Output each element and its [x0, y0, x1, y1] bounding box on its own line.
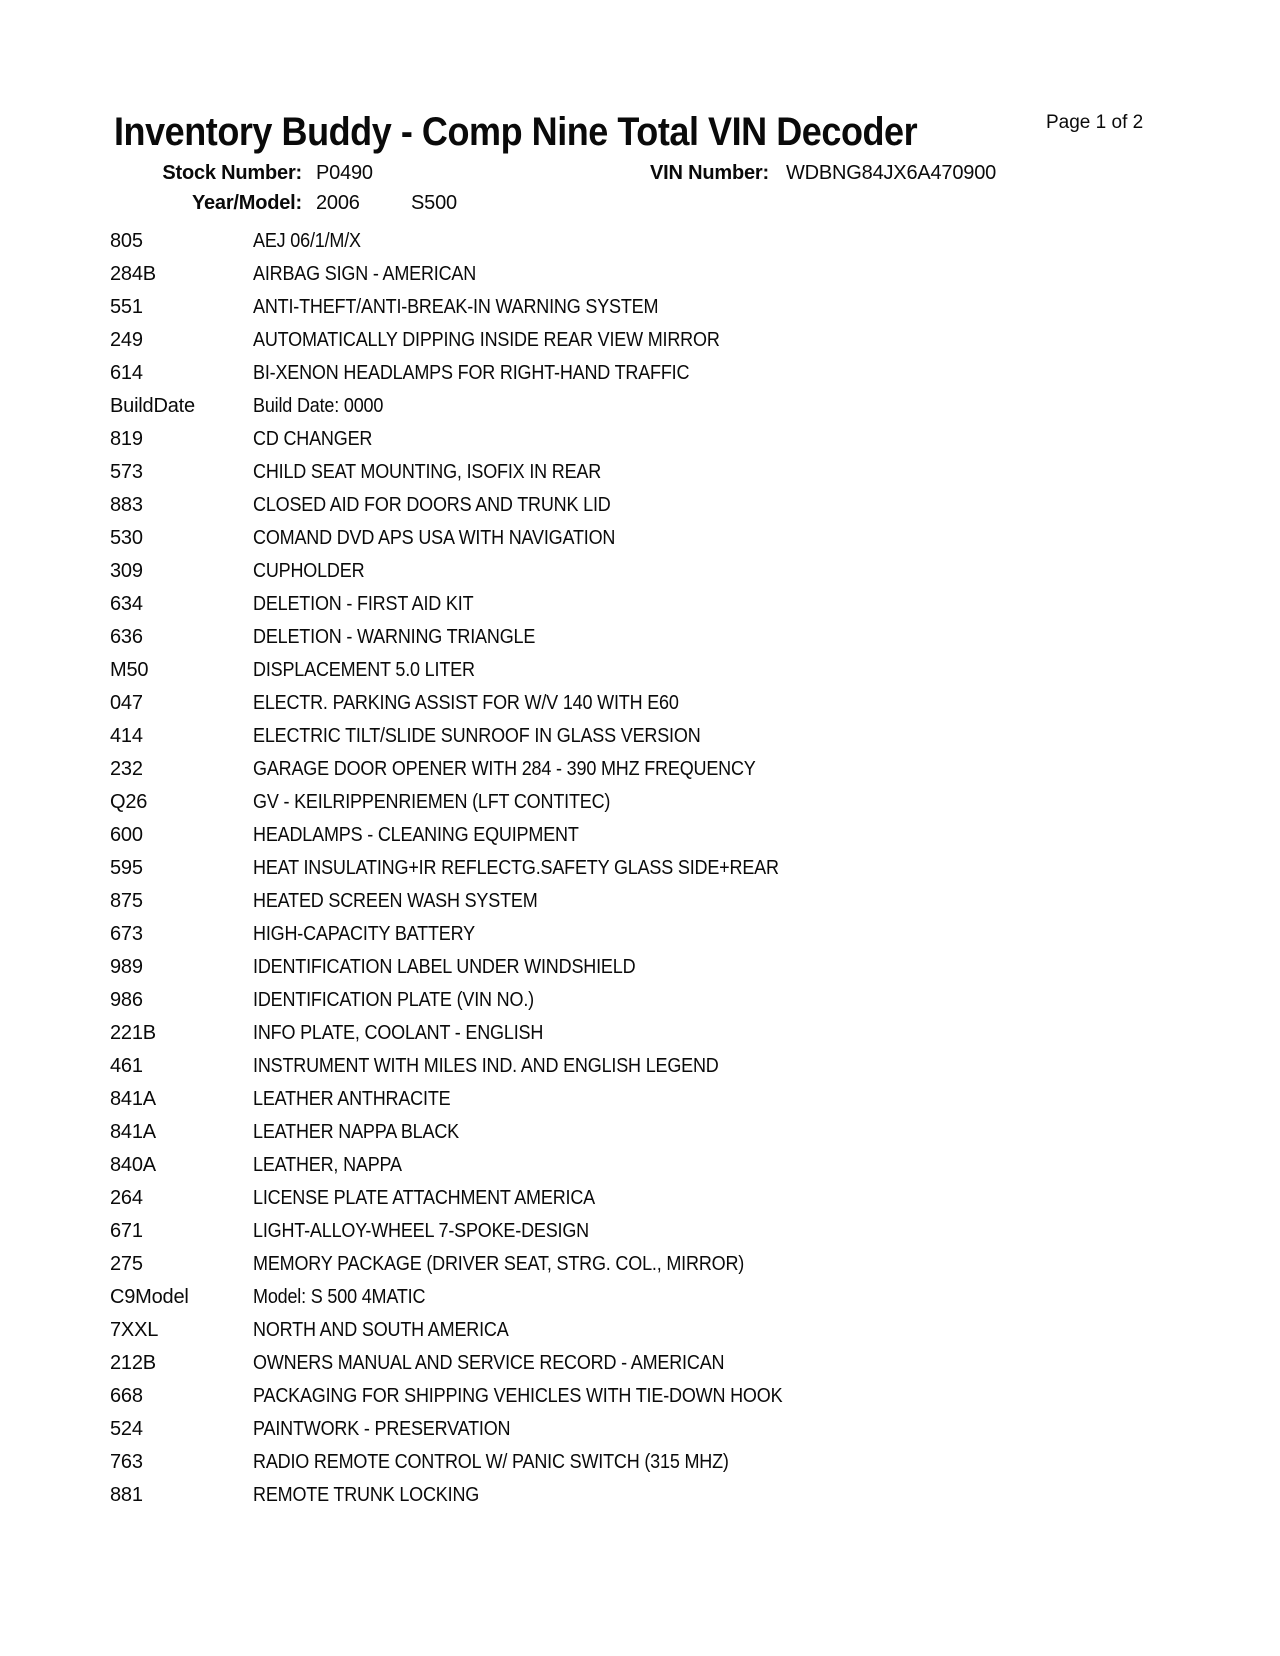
option-row — [110, 1314, 1170, 1347]
option-description: ELECTR. PARKING ASSIST FOR W/V 140 WITH E60 — [253, 692, 679, 714]
option-code: 309 — [110, 560, 143, 582]
option-code: 600 — [110, 824, 143, 846]
option-description: Model: S 500 4MATIC — [253, 1286, 426, 1308]
option-description: GARAGE DOOR OPENER WITH 284 - 390 MHZ FREQUENCY — [253, 758, 756, 780]
page-title: Inventory Buddy - Comp Nine Total VIN Decoder — [114, 110, 918, 154]
option-description: INSTRUMENT WITH MILES IND. AND ENGLISH LEGEND — [253, 1055, 719, 1077]
option-code: 805 — [110, 230, 143, 252]
option-row — [110, 819, 1170, 852]
option-row — [110, 1050, 1170, 1083]
option-code: 212B — [110, 1352, 156, 1374]
option-code: 841A — [110, 1121, 156, 1143]
option-code: 989 — [110, 956, 143, 978]
option-row — [110, 555, 1170, 588]
option-description: LEATHER NAPPA BLACK — [253, 1121, 460, 1143]
option-code: 530 — [110, 527, 143, 549]
option-row — [110, 786, 1170, 819]
option-code: 275 — [110, 1253, 143, 1275]
model-value: S500 — [411, 192, 457, 214]
option-description: CHILD SEAT MOUNTING, ISOFIX IN REAR — [253, 461, 602, 483]
option-row — [110, 951, 1170, 984]
option-description: PACKAGING FOR SHIPPING VEHICLES WITH TIE-DOWN HOOK — [253, 1385, 783, 1407]
option-row — [110, 522, 1170, 555]
option-code: 875 — [110, 890, 143, 912]
option-description: COMAND DVD APS USA WITH NAVIGATION — [253, 527, 616, 549]
option-description: CUPHOLDER — [253, 560, 365, 582]
option-description: OWNERS MANUAL AND SERVICE RECORD - AMERICAN — [253, 1352, 725, 1374]
option-code: 551 — [110, 296, 143, 318]
option-code: C9Model — [110, 1286, 189, 1308]
option-description: DELETION - WARNING TRIANGLE — [253, 626, 536, 648]
option-row — [110, 753, 1170, 786]
option-code: 673 — [110, 923, 143, 945]
vin-number-value: WDBNG84JX6A470900 — [786, 162, 997, 184]
option-row — [110, 291, 1170, 324]
option-row — [110, 489, 1170, 522]
option-code: 264 — [110, 1187, 143, 1209]
option-code: 7XXL — [110, 1319, 159, 1341]
option-description: REMOTE TRUNK LOCKING — [253, 1484, 480, 1506]
option-code: 414 — [110, 725, 143, 747]
option-code: 636 — [110, 626, 143, 648]
year-model-label: Year/Model: — [191, 192, 302, 214]
page-indicator: Page 1 of 2 — [1046, 112, 1144, 133]
vin-number-label: VIN Number: — [650, 162, 769, 184]
option-code: M50 — [110, 659, 149, 681]
option-code: 881 — [110, 1484, 143, 1506]
option-description: AEJ 06/1/M/X — [253, 230, 361, 252]
stock-number-value: P0490 — [316, 162, 373, 184]
option-row — [110, 918, 1170, 951]
option-row — [110, 687, 1170, 720]
option-row — [110, 1347, 1170, 1380]
option-description: LIGHT-ALLOY-WHEEL 7-SPOKE-DESIGN — [253, 1220, 590, 1242]
option-description: DELETION - FIRST AID KIT — [253, 593, 474, 615]
option-description: INFO PLATE, COOLANT - ENGLISH — [253, 1022, 544, 1044]
option-description: HEATED SCREEN WASH SYSTEM — [253, 890, 538, 912]
option-description: NORTH AND SOUTH AMERICA — [253, 1319, 509, 1341]
option-row — [110, 852, 1170, 885]
option-description: IDENTIFICATION PLATE (VIN NO.) — [253, 989, 534, 1011]
option-description: RADIO REMOTE CONTROL W/ PANIC SWITCH (315 MHZ) — [253, 1451, 729, 1473]
option-description: BI-XENON HEADLAMPS FOR RIGHT-HAND TRAFFIC — [253, 362, 690, 384]
option-row — [110, 654, 1170, 687]
option-description: LEATHER, NAPPA — [253, 1154, 402, 1176]
option-description: GV - KEILRIPPENRIEMEN (LFT CONTITEC) — [253, 791, 611, 813]
option-description: AIRBAG SIGN - AMERICAN — [253, 263, 477, 285]
option-row — [110, 1182, 1170, 1215]
option-description: IDENTIFICATION LABEL UNDER WINDSHIELD — [253, 956, 636, 978]
option-row — [110, 1380, 1170, 1413]
option-code: 634 — [110, 593, 143, 615]
option-description: HEADLAMPS - CLEANING EQUIPMENT — [253, 824, 579, 846]
option-description: PAINTWORK - PRESERVATION — [253, 1418, 511, 1440]
option-code: 840A — [110, 1154, 156, 1176]
option-code: 221B — [110, 1022, 156, 1044]
option-code: 986 — [110, 989, 143, 1011]
option-description: ELECTRIC TILT/SLIDE SUNROOF IN GLASS VERSION — [253, 725, 701, 747]
option-row — [110, 621, 1170, 654]
option-row — [110, 456, 1170, 489]
option-description: DISPLACEMENT 5.0 LITER — [253, 659, 475, 681]
option-code: 883 — [110, 494, 143, 516]
option-description: LEATHER ANTHRACITE — [253, 1088, 451, 1110]
options-list — [110, 225, 1170, 1512]
option-row — [110, 1116, 1170, 1149]
option-description: Build Date: 0000 — [253, 395, 384, 417]
option-code: Q26 — [110, 791, 148, 813]
option-row — [110, 423, 1170, 456]
option-description: LICENSE PLATE ATTACHMENT AMERICA — [253, 1187, 595, 1209]
option-description: CD CHANGER — [253, 428, 373, 450]
option-description: ANTI-THEFT/ANTI-BREAK-IN WARNING SYSTEM — [253, 296, 659, 318]
option-code: 763 — [110, 1451, 143, 1473]
option-row — [110, 720, 1170, 753]
option-code: 819 — [110, 428, 143, 450]
stock-number-label: Stock Number: — [162, 162, 302, 184]
option-code: 614 — [110, 362, 143, 384]
option-code: 524 — [110, 1418, 143, 1440]
option-description: CLOSED AID FOR DOORS AND TRUNK LID — [253, 494, 611, 516]
option-row — [110, 885, 1170, 918]
option-code: 573 — [110, 461, 143, 483]
option-row — [110, 324, 1170, 357]
option-row — [110, 1248, 1170, 1281]
option-row — [110, 225, 1170, 258]
option-row — [110, 1446, 1170, 1479]
option-row — [110, 1215, 1170, 1248]
option-row — [110, 1479, 1170, 1512]
option-code: 461 — [110, 1055, 143, 1077]
option-code: 671 — [110, 1220, 143, 1242]
option-row — [110, 1413, 1170, 1446]
year-value: 2006 — [316, 192, 360, 214]
option-row — [110, 984, 1170, 1017]
option-row — [110, 588, 1170, 621]
option-description: AUTOMATICALLY DIPPING INSIDE REAR VIEW MIRROR — [253, 329, 720, 351]
option-row — [110, 390, 1170, 423]
option-code: 595 — [110, 857, 143, 879]
option-code: 668 — [110, 1385, 143, 1407]
option-code: BuildDate — [110, 395, 195, 417]
option-row — [110, 357, 1170, 390]
option-row — [110, 1281, 1170, 1314]
option-description: HIGH-CAPACITY BATTERY — [253, 923, 475, 945]
option-code: 047 — [110, 692, 143, 714]
option-row — [110, 1149, 1170, 1182]
option-code: 841A — [110, 1088, 156, 1110]
option-row — [110, 1017, 1170, 1050]
option-code: 232 — [110, 758, 143, 780]
option-row — [110, 1083, 1170, 1116]
option-code: 249 — [110, 329, 143, 351]
option-description: HEAT INSULATING+IR REFLECTG.SAFETY GLASS SIDE+REAR — [253, 857, 779, 879]
option-description: MEMORY PACKAGE (DRIVER SEAT, STRG. COL., MIRROR) — [253, 1253, 745, 1275]
option-code: 284B — [110, 263, 156, 285]
option-row — [110, 258, 1170, 291]
